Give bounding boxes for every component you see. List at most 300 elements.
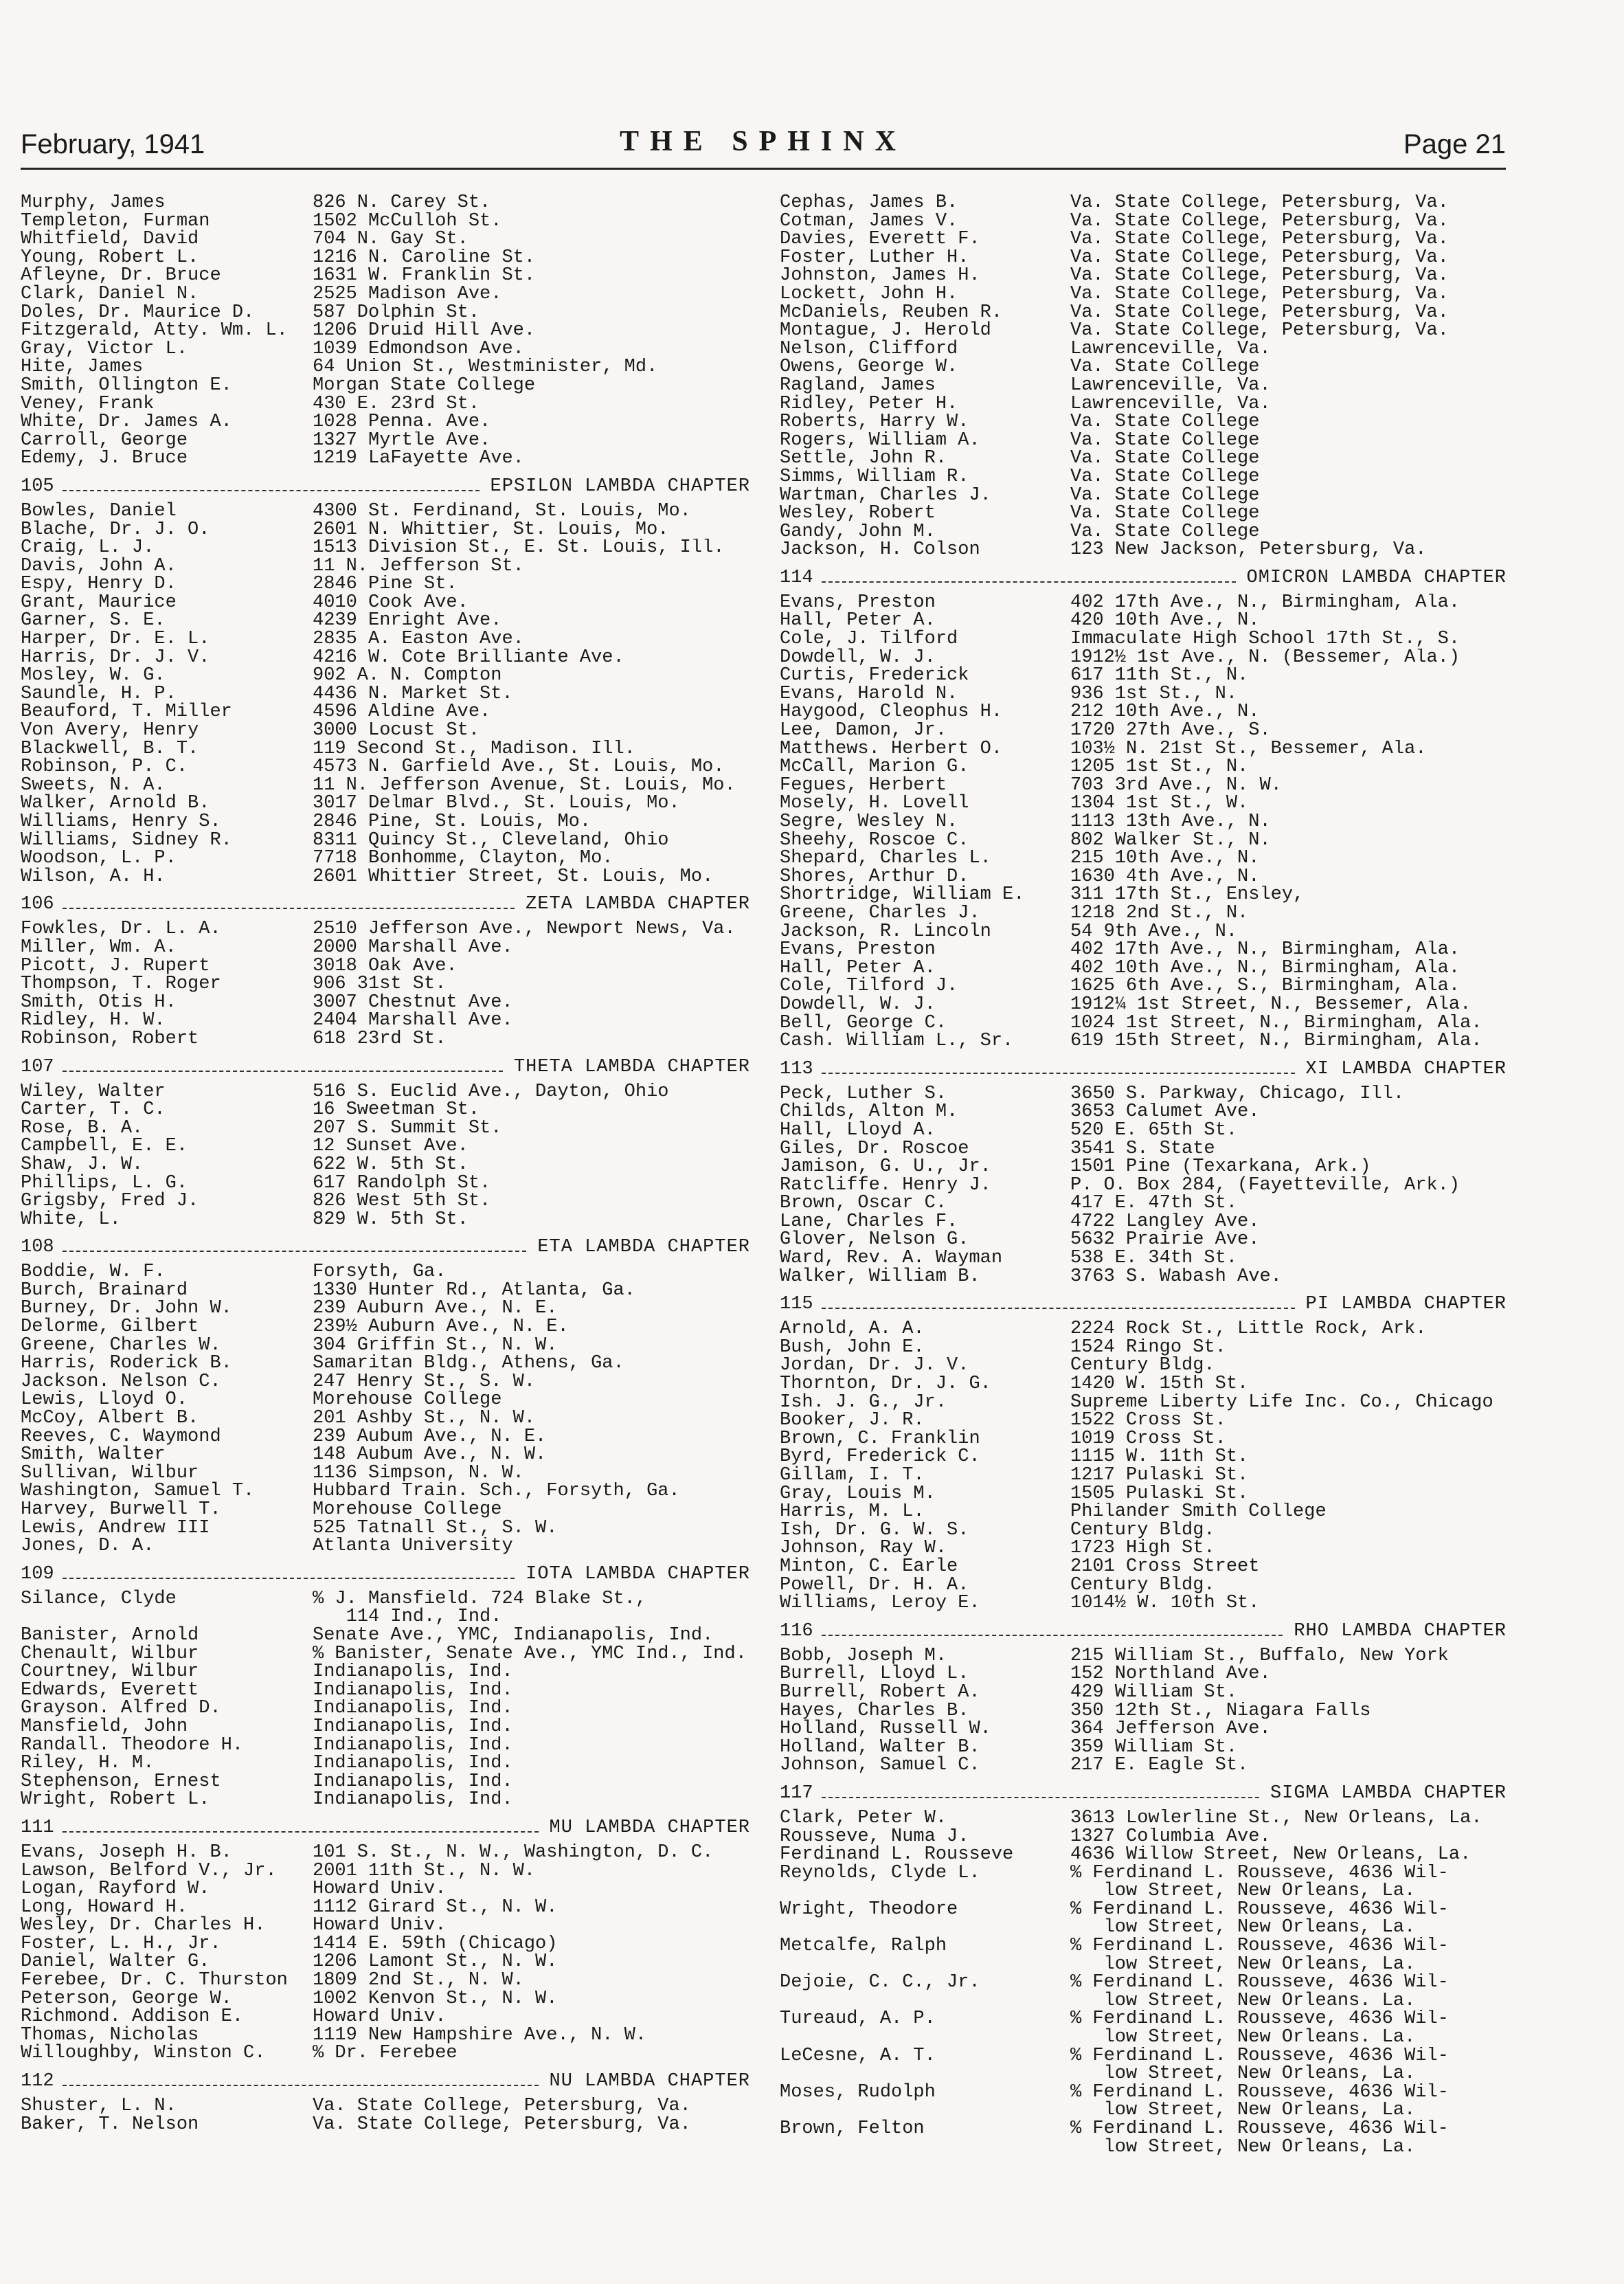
member-address: 215 William St., Buffalo, New York (1070, 1646, 1449, 1666)
member-name: Long, Howard H. (21, 1896, 188, 1918)
member-address: 1330 Hunter Rd., Atlanta, Ga. (313, 1281, 635, 1300)
chapter-name: EPSILON LAMBDA CHAPTER (490, 475, 750, 497)
member-row (780, 758, 1507, 776)
member-row (780, 285, 1507, 304)
member-address: 538 E. 34th St. (1070, 1249, 1238, 1268)
member-address: % Ferdinand L. Rousseve, 4636 Wil- low Street, New Orleans, La. (1070, 2046, 1449, 2083)
member-name: Ferdinand L. Rousseve (780, 1844, 1014, 1866)
member-name: Ratcliffe. Henry J. (780, 1174, 991, 1196)
member-name: Washington, Samuel T. (21, 1481, 255, 1502)
member-address: Century Bldg. (1070, 1356, 1215, 1376)
member-name: Young, Robert L. (21, 247, 199, 268)
member-row (21, 557, 750, 576)
member-row (780, 1448, 1507, 1466)
member-name: Gillam, I. T. (780, 1465, 925, 1486)
member-address: 1327 Columbia Ave. (1070, 1827, 1271, 1846)
member-row (780, 1665, 1507, 1683)
member-row (21, 1501, 750, 1519)
member-address: Va. State College, Petersburg, Va. (1070, 248, 1449, 267)
member-row (21, 1699, 750, 1718)
member-name: Holland, Russell W. (780, 1718, 991, 1740)
member-name: Sweets, N. A. (21, 774, 166, 796)
member-address: Century Bldg. (1070, 1576, 1215, 1595)
member-name: Burney, Dr. John W. (21, 1298, 232, 1319)
member-address: 1414 E. 59th (Chicago) (313, 1934, 558, 1953)
member-name: Burch, Brainard (21, 1279, 188, 1301)
member-row (780, 230, 1507, 249)
member-row (21, 340, 750, 359)
member-row (21, 1391, 750, 1409)
member-name: Baker, T. Nelson (21, 2114, 199, 2135)
member-name: Miller, Wm. A. (21, 937, 177, 958)
member-name: Blackwell, B. T. (21, 738, 199, 759)
member-name: Beauford, T. Miller (21, 702, 232, 723)
member-row (780, 594, 1507, 612)
member-name: White, L. (21, 1209, 121, 1230)
member-row (21, 575, 750, 594)
chapter-heading (21, 1563, 750, 1586)
member-name: Edemy, J. Bruce (21, 448, 188, 469)
member-row (780, 1864, 1507, 1901)
member-name: Phillips, L. G. (21, 1172, 188, 1194)
member-name: Gandy, John M. (780, 521, 936, 542)
member-name: Tureaud, A. P. (780, 2008, 936, 2030)
chapter-name: ETA LAMBDA CHAPTER (537, 1237, 750, 1258)
member-name: Cash. William L., Sr. (780, 1031, 1014, 1052)
member-row (780, 1085, 1507, 1104)
member-address: 1809 2nd St., N. W. (313, 1971, 524, 1990)
member-address: 420 10th Ave., N. (1070, 612, 1260, 631)
member-address: 1216 N. Caroline St. (313, 248, 536, 267)
member-address: Lawrenceville, Va. (1070, 376, 1271, 395)
member-name: Owens, George W. (780, 357, 958, 378)
member-row (780, 1375, 1507, 1393)
member-name: Harvey, Burwell T. (21, 1499, 221, 1520)
member-name: Cole, J. Tilford (780, 629, 958, 650)
chapter-heading (21, 1816, 750, 1839)
member-address: 207 S. Summit St. (313, 1119, 502, 1138)
member-address: 2601 N. Whittier, St. Louis, Mo. (313, 520, 669, 539)
member-address: 1912½ 1st Ave., N. (Bessemer, Ala.) (1070, 648, 1461, 667)
member-name: Peterson, George W. (21, 1988, 232, 2009)
member-name: Stephenson, Ernest (21, 1771, 221, 1792)
member-name: Woodson, L. P. (21, 848, 177, 869)
member-row (21, 2008, 750, 2026)
member-address: Va. State College, Petersburg, Va. (1070, 284, 1449, 304)
chapter-heading (21, 2070, 750, 2093)
member-address: 1205 1st St., N. (1070, 758, 1249, 776)
member-row (21, 1281, 750, 1300)
member-name: Thomas, Nicholas (21, 2024, 199, 2046)
member-address: 247 Henry St., S. W. (313, 1372, 536, 1391)
member-address: Va. State College, Petersburg, Va. (1070, 230, 1449, 249)
member-name: Grant, Maurice (21, 592, 177, 613)
member-row (780, 703, 1507, 721)
member-name: Smith, Walter (21, 1444, 166, 1466)
member-name: Hite, James (21, 357, 144, 378)
member-name: Ragland, James (780, 374, 936, 396)
member-name: Wright, Robert L. (21, 1789, 210, 1811)
member-row (780, 996, 1507, 1014)
member-row (21, 429, 750, 451)
member-name: Settle, John R. (780, 448, 947, 469)
member-address: 4722 Langley Ave. (1070, 1212, 1260, 1231)
member-row (780, 1014, 1507, 1033)
member-row (780, 1430, 1507, 1448)
member-address: 217 E. Eagle St. (1070, 1756, 1249, 1775)
member-name: Reynolds, Clyde L. (780, 1862, 980, 1883)
member-name: Rose, B. A. (21, 1117, 144, 1139)
chapter-leader-line (822, 1073, 1295, 1074)
member-address: 1304 1st St., W. (1070, 794, 1249, 813)
member-name: Harris, M. L. (780, 1501, 925, 1523)
member-address: 4596 Aldine Ave. (313, 703, 491, 722)
member-name: Jackson. Nelson C. (21, 1371, 221, 1392)
member-row (21, 1718, 750, 1736)
member-row (780, 1937, 1507, 1973)
chapter-name: IOTA LAMBDA CHAPTER (526, 1563, 750, 1585)
member-address: 1019 Cross St. (1070, 1429, 1226, 1448)
member-address: 3017 Delmar Blvd., St. Louis, Mo. (313, 794, 680, 813)
member-name: Johnston, James H. (780, 265, 980, 287)
member-name: Glover, Nelson G. (780, 1229, 969, 1251)
member-row (780, 1249, 1507, 1268)
member-row (21, 1663, 750, 1681)
member-row (780, 304, 1507, 322)
member-name: Silance, Clyde (21, 1588, 177, 1609)
member-row (21, 1373, 750, 1391)
member-address: Va. State College (1070, 467, 1260, 486)
member-name: Arnold, A. A. (780, 1319, 925, 1340)
member-address: 1327 Myrtle Ave. (313, 431, 491, 450)
member-address: Howard Univ. (313, 1916, 447, 1935)
member-row (21, 649, 750, 667)
member-name: Murphy, James (21, 192, 166, 213)
member-row (780, 1393, 1507, 1412)
member-row (21, 502, 750, 521)
member-row (21, 1211, 750, 1229)
member-name: Richmond. Addison E. (21, 2006, 244, 2028)
member-address: Indianapolis, Ind. (313, 1754, 513, 1773)
member-row (21, 1354, 750, 1373)
member-name: Montague, J. Herold (780, 320, 991, 342)
member-row (21, 685, 750, 704)
member-row (780, 1213, 1507, 1231)
chapter-number: 114 (780, 567, 813, 588)
member-address: Va. State College (1070, 431, 1260, 450)
member-row (780, 523, 1507, 541)
member-row (780, 831, 1507, 850)
member-name: Mosley, W. G. (21, 665, 166, 686)
member-address: Senate Ave., YMC, Indianapolis, Ind. (313, 1626, 714, 1645)
member-row (21, 1935, 750, 1953)
member-address: 429 William St. (1070, 1683, 1238, 1702)
member-address: 1502 McCulloh St. (313, 212, 502, 231)
chapter-name: MU LAMBDA CHAPTER (549, 1817, 750, 1838)
chapter-name: NU LAMBDA CHAPTER (549, 2071, 750, 2092)
member-row (21, 813, 750, 831)
member-name: Templeton, Furman (21, 210, 210, 232)
member-address: Va. State College (1070, 504, 1260, 523)
member-address: 101 S. St., N. W., Washington, D. C. (313, 1843, 714, 1862)
member-row (780, 1411, 1507, 1430)
member-address: 1028 Penna. Ave. (313, 413, 491, 432)
member-name: Mosely, H. Lovell (780, 793, 969, 814)
member-row (780, 1756, 1507, 1775)
member-name: Fowkles, Dr. L. A. (21, 919, 221, 940)
member-address: % Dr. Ferebee (313, 2044, 458, 2063)
member-name: Johnson, Samuel C. (780, 1755, 980, 1776)
member-address: 148 Aubum Ave., N. W. (313, 1446, 547, 1464)
member-name: Byrd, Frederick C. (780, 1446, 980, 1468)
member-row (21, 1299, 750, 1318)
member-name: Ridley, Peter H. (780, 393, 958, 414)
member-address: Va. State College (1070, 486, 1260, 505)
member-row (21, 267, 750, 285)
member-row (780, 1558, 1507, 1576)
member-name: Matthews. Herbert O. (780, 738, 1003, 759)
member-address: % Ferdinand L. Rousseve, 4636 Wil- low Street, New Orleans, La. (1070, 1900, 1449, 1938)
chapter-leader-line (822, 581, 1236, 583)
member-name: Wesley, Dr. Charles H. (21, 1915, 266, 1936)
member-address: % Ferdinand L. Rousseve, 4636 Wil- low Street, New Orleans, La. (1070, 1937, 1449, 1974)
member-name: Daniel, Walter G. (21, 1951, 210, 1973)
member-address: Supreme Liberty Life Inc. Co., Chicago (1070, 1393, 1493, 1412)
member-address: 350 12th St., Niagara Falls (1070, 1701, 1371, 1721)
member-row (780, 868, 1507, 886)
member-address: 123 New Jackson, Petersburg, Va. (1070, 541, 1427, 559)
member-row (780, 1231, 1507, 1249)
member-row (21, 1626, 750, 1645)
member-address: 1218 2nd St., N. (1070, 904, 1249, 923)
member-address: 3763 S. Wabash Ave. (1070, 1267, 1282, 1286)
member-row (21, 1083, 750, 1101)
member-name: Dejoie, C. C., Jr. (780, 1972, 980, 1993)
member-address: Forsyth, Ga. (313, 1263, 447, 1281)
member-name: Mansfield, John (21, 1716, 188, 1737)
member-row (780, 1320, 1507, 1339)
member-address: Indianapolis, Ind. (313, 1663, 513, 1681)
member-row (780, 612, 1507, 630)
member-row (780, 1336, 1507, 1358)
member-name: Picott, J. Rupert (21, 955, 210, 976)
member-name: Veney, Frank (21, 393, 155, 414)
member-row (780, 1194, 1507, 1213)
member-name: Williams, Henry S. (21, 811, 221, 832)
member-name: Willoughby, Winston C. (21, 2043, 266, 2064)
member-address: 2510 Jefferson Ave., Newport News, Va. (313, 920, 736, 939)
member-row (21, 1880, 750, 1899)
member-row (21, 1446, 750, 1464)
member-name: Fitzgerald, Atty. Wm. L. (21, 320, 288, 342)
member-row (780, 1268, 1507, 1286)
member-row (21, 521, 750, 539)
chapter-heading (21, 1055, 750, 1079)
member-name: Harris, Dr. J. V. (21, 647, 210, 668)
member-address: Philander Smith College (1070, 1503, 1327, 1521)
member-address: 3613 Lowlerline St., New Orleans, La. (1070, 1809, 1482, 1828)
member-name: Bobb, Joseph M. (780, 1645, 947, 1666)
member-row (780, 1032, 1507, 1051)
member-name: Simms, William R. (780, 466, 969, 487)
member-row (780, 649, 1507, 667)
chapter-name: SIGMA LAMBDA CHAPTER (1270, 1782, 1507, 1804)
member-name: Davies, Everett F. (780, 229, 980, 250)
member-row (21, 1953, 750, 1971)
member-name: Riley, H. M. (21, 1753, 155, 1774)
member-address: 520 E. 65th St. (1070, 1121, 1238, 1140)
member-name: Jones, D. A. (21, 1536, 155, 1557)
member-row (780, 1846, 1507, 1864)
chapter-heading (780, 1057, 1507, 1081)
member-name: Brown, C. Franklin (780, 1428, 980, 1449)
member-address: 215 10th Ave., N. (1070, 849, 1260, 868)
member-address: 1039 Edmondson Ave. (313, 339, 524, 359)
member-address: 1912¼ 1st Street, N., Bessemer, Ala. (1070, 995, 1471, 1014)
chapter-number: 112 (21, 2071, 54, 2092)
member-address: % Ferdinand L. Rousseve, 4636 Wil- low Street, New Orleans, La. (1070, 2083, 1449, 2120)
member-address: 364 Jefferson Ave. (1070, 1720, 1271, 1738)
member-row (780, 1594, 1507, 1613)
member-address: 1024 1st Street, N., Birmingham, Ala. (1070, 1014, 1482, 1033)
member-name: Clark, Peter W. (780, 1807, 947, 1828)
member-address: 16 Sweetman St. (313, 1101, 480, 1119)
member-row (780, 1576, 1507, 1595)
member-row (780, 249, 1507, 267)
chapter-heading (780, 1292, 1507, 1316)
issue-date: February, 1941 (21, 129, 205, 159)
member-name: Edwards, Everett (21, 1679, 199, 1701)
member-row (21, 1428, 750, 1446)
member-address: Lawrenceville, Va. (1070, 339, 1271, 359)
publication-title: THE SPHINX (620, 126, 907, 157)
chapter-number: 117 (780, 1782, 813, 1804)
member-row (21, 1862, 750, 1881)
chapter-leader-line (63, 2085, 539, 2086)
member-address: 201 Ashby St., N. W. (313, 1409, 536, 1428)
member-row (780, 449, 1507, 468)
member-address: 703 3rd Ave., N. W. (1070, 776, 1282, 795)
member-address: 2525 Madison Ave. (313, 284, 502, 304)
member-address: 3007 Chestnut Ave. (313, 993, 513, 1012)
member-row (21, 975, 750, 994)
member-address: Atlanta University (313, 1537, 513, 1556)
member-address: 617 Randolph St. (313, 1174, 491, 1193)
member-address: 1524 Ringo St. (1070, 1338, 1226, 1357)
member-address: 1723 High St. (1070, 1539, 1215, 1558)
member-name: Curtis, Frederick (780, 665, 969, 686)
member-row (780, 395, 1507, 414)
member-address: 3000 Locust St. (313, 721, 480, 740)
member-address: 1206 Lamont St., N. W. (313, 1953, 558, 1972)
member-row (21, 1681, 750, 1700)
member-address: 4010 Cook Ave. (313, 593, 469, 612)
member-address: % J. Mansfield. 724 Blake St., 114 Ind., Ind. (313, 1589, 647, 1626)
member-name: Metcalfe, Ralph (780, 1936, 947, 1957)
member-address: Indianapolis, Ind. (313, 1681, 513, 1700)
member-name: Wilson, A. H. (21, 866, 166, 887)
member-name: Minton, C. Earle (780, 1556, 958, 1577)
member-row (780, 1809, 1507, 1828)
member-address: 402 17th Ave., N., Birmingham, Ala. (1070, 593, 1461, 612)
member-name: Smith, Ollington E. (21, 374, 232, 396)
member-address: Va. State College, Petersburg, Va. (313, 2115, 691, 2134)
member-name: Thornton, Dr. J. G. (780, 1374, 991, 1395)
member-name: Foster, L. H., Jr. (21, 1933, 221, 1954)
chapter-leader-line (822, 1797, 1259, 1798)
member-address: 239 Auburn Ave., N. E. (313, 1299, 558, 1319)
member-row (21, 612, 750, 630)
member-address: 2001 11th St., N. W. (313, 1861, 536, 1881)
member-name: Ridley, H. W. (21, 1010, 166, 1031)
member-row (21, 1030, 750, 1049)
member-row (780, 1140, 1507, 1158)
member-row (21, 1841, 750, 1863)
member-name: LeCesne, A. T. (780, 2045, 936, 2066)
member-row (21, 285, 750, 304)
member-row (21, 1011, 750, 1030)
member-address: 902 A. N. Compton (313, 667, 502, 685)
member-name: Hall, Peter A. (780, 610, 936, 631)
member-name: Cephas, James B. (780, 192, 958, 213)
member-address: 1112 Girard St., N. W. (313, 1898, 558, 1917)
member-row (21, 2044, 750, 2063)
member-row (21, 1482, 750, 1501)
member-address: 4573 N. Garfield Ave., St. Louis, Mo. (313, 758, 725, 776)
member-name: Bush, John E. (780, 1336, 925, 1358)
member-name: Dowdell, W. J. (780, 647, 936, 668)
member-address: 430 E. 23rd St. (313, 394, 480, 414)
member-row (780, 1521, 1507, 1540)
member-name: Powell, Dr. H. A. (780, 1574, 969, 1596)
member-name: Johnson, Ray W. (780, 1538, 947, 1559)
chapter-leader-line (63, 490, 480, 491)
member-row (780, 1539, 1507, 1558)
member-row (21, 667, 750, 685)
member-name: Lawson, Belford V., Jr. (21, 1860, 277, 1881)
member-address: 1219 LaFayette Ave. (313, 449, 524, 468)
member-row (780, 959, 1507, 978)
member-row (21, 1896, 750, 1918)
member-address: 5632 Prairie Ave. (1070, 1231, 1260, 1250)
member-name: Chenault, Wilbur (21, 1643, 199, 1664)
member-address: % Ferdinand L. Rousseve, 4636 Wil- low Street, New Orleans. La. (1070, 1973, 1449, 2011)
member-row (780, 1738, 1507, 1757)
member-name: Brown, Oscar C. (780, 1193, 947, 1214)
member-name: Blache, Dr. J. O. (21, 519, 210, 540)
member-name: Roberts, Harry W. (780, 412, 969, 433)
member-address: 304 Griffin St., N. W. (313, 1336, 558, 1355)
member-address: 11 N. Jefferson St. (313, 557, 524, 576)
member-address: 1113 13th Ave., N. (1070, 813, 1271, 831)
member-address: 239 Aubum Ave., N. E. (313, 1427, 547, 1446)
member-row (21, 1174, 750, 1193)
member-row (780, 1176, 1507, 1195)
member-row (780, 1647, 1507, 1666)
member-name: Foster, Luther H. (780, 247, 969, 268)
header-rule (21, 168, 1506, 170)
member-name: Randall. Theodore H. (21, 1734, 244, 1756)
member-address: 1420 W. 15th St. (1070, 1375, 1249, 1393)
member-row (780, 794, 1507, 813)
member-name: Logan, Rayford W. (21, 1879, 210, 1900)
member-name: Courtney, Wilbur (21, 1661, 199, 1683)
member-address: 417 E. 47th St. (1070, 1194, 1238, 1213)
member-name: Lewis, Andrew III (21, 1517, 210, 1538)
member-address: Indianapolis, Ind. (313, 1791, 513, 1809)
member-address: Va. State College (1070, 413, 1260, 432)
member-row (780, 267, 1507, 285)
